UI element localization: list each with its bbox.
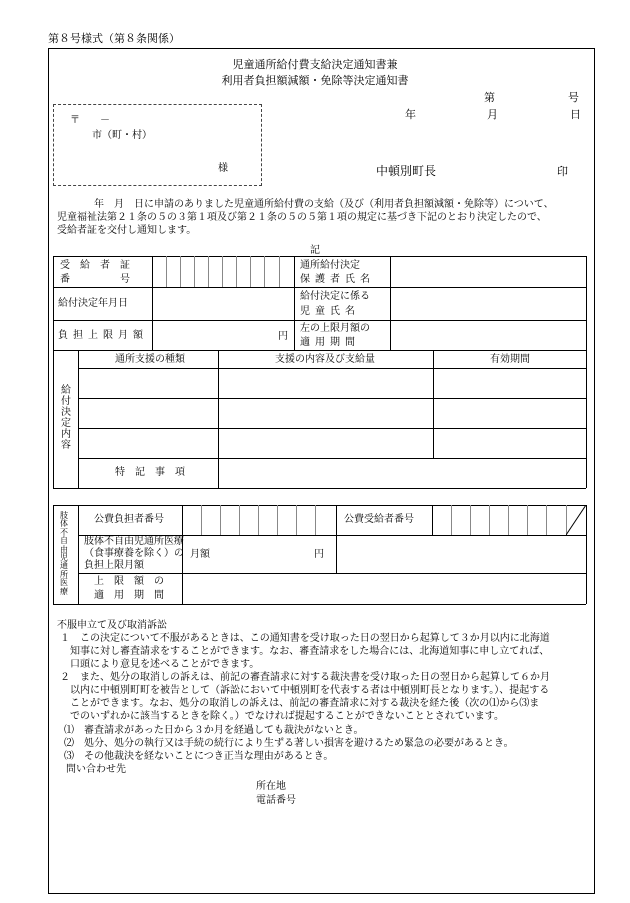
appeal-line3: 口頭により意見を述べることができます。 (60, 659, 260, 670)
issuer-seal: 印 (557, 165, 568, 178)
date-day: 日 (570, 108, 581, 121)
guardian-label-1: 通所給付決定 (300, 260, 360, 271)
location-label: 所在地 (256, 781, 286, 792)
child-label-2: 児童氏名 (300, 306, 360, 317)
period-label-1: 左の上限月額の (300, 323, 370, 334)
appeal-item2: ⑵ 処分、処分の執行又は手続の続行により生ずる著しい損害を避けるため緊急の必要があるとき。 (64, 738, 514, 749)
remarks-label: 特 記 事 項 (115, 467, 185, 478)
appeal-line4: ２ また、処分の取消しの訴えは、前記の審査請求に対する裁決書を受け取った日の翌日から起算して６か月 (60, 672, 550, 683)
content-side-label: 給付決定内容 (61, 385, 71, 451)
phone-label: 電話番号 (256, 795, 296, 806)
appeal-line1: １ この決定について不服があるときは、この通知書を受け取った日の翌日から起算して３か月以内に北海道 (60, 633, 550, 644)
medical-limit-label-2: （食事療養を除く）の (84, 548, 184, 559)
period-label-2: 適用期間 (300, 337, 360, 348)
appeal-item3: ⑶ その他裁決を経ないことにつき正当な理由があるとき。 (64, 751, 334, 762)
appeal-line2: 知事に対し審査請求をすることができます。なお、審査請求をした場合には、北海道知事に申し立てれば、 (60, 646, 550, 657)
col-support-content: 支援の内容及び支給量 (275, 354, 375, 365)
medical-period-label-1: 上 限 額 の (94, 576, 164, 587)
address-sama: 様 (218, 163, 228, 174)
body-line1: 年 月 日に申請のありました児童通所給付費の支給（及び（利用者負担額減額・免除等）について、 (94, 199, 554, 210)
date-month: 月 (487, 108, 498, 121)
medical-yen: 円 (314, 549, 324, 560)
appeal-line7: でのいずれかに該当するときを除く。）でなければ提起することができないこととされています。 (60, 711, 504, 722)
medical-side-label: 肢体不自由児通所医療 (60, 511, 68, 596)
limit-label: 負担上限月額 (58, 330, 148, 341)
appeal-item1: ⑴ 審査請求があった日から３か月を経過しても裁決がないとき。 (64, 725, 364, 736)
decision-date-label: 給付決定年月日 (58, 298, 128, 309)
appeal-line5: 以内に中頓別町町を被告として（訴訟において中頓別町を代表する者は中頓別町長となります。）、提起する (60, 685, 550, 696)
medical-period-label-2: 適 用 期 間 (94, 590, 164, 601)
body-line2: 児童福祉法第２１条の５の３第１項及び第２１条の５の５第１項の規定に基づき下記のとおり決定したので、 (57, 212, 547, 223)
col-support-type: 通所支援の種類 (115, 354, 185, 365)
appeal-line6: ことができます。なお、処分の取消しの訴えは、前記の審査請求に対する裁決を経た後（次の⑴から⑶ま (60, 698, 540, 709)
limit-yen: 円 (278, 331, 288, 342)
col-valid-period: 有効期間 (490, 354, 530, 365)
recipient-no-label-2: 番 号 (60, 274, 130, 285)
address-city: 市（町・村） (92, 130, 152, 141)
doc-number-go: 号 (568, 91, 579, 104)
date-year: 年 (405, 108, 416, 121)
doc-number-dai: 第 (484, 91, 495, 104)
form-number: 第８号様式（第８条関係） (48, 32, 180, 45)
title-line2: 利用者負担額減額・免除等決定通知書 (221, 74, 409, 87)
ki-label: 記 (310, 245, 320, 256)
diagonal-slash (566, 505, 586, 535)
postal-code: 〒 － (70, 115, 110, 126)
title-line1: 児童通所給付費支給決定通知書兼 (232, 58, 398, 71)
medical-monthly: 月額 (190, 549, 210, 560)
appeal-heading: 不服申立て及び取消訴訟 (57, 620, 167, 631)
medical-limit-label-3: 負担上限月額 (84, 560, 144, 571)
guardian-label-2: 保護者氏名 (300, 274, 375, 285)
recipient-no-label: 公費受給者番号 (344, 514, 414, 525)
medical-limit-label-1: 肢体不自由児通所医療 (84, 536, 184, 547)
body-line3: 受給者証を交付し通知します。 (57, 225, 197, 236)
recipient-no-label-1: 受 給 者 証 (60, 260, 130, 271)
contact-label: 問い合わせ先 (66, 764, 126, 775)
issuer-name: 中頓別町長 (376, 164, 437, 178)
child-label-1: 給付決定に係る (300, 291, 370, 302)
payer-no-label: 公費負担者番号 (94, 514, 164, 525)
